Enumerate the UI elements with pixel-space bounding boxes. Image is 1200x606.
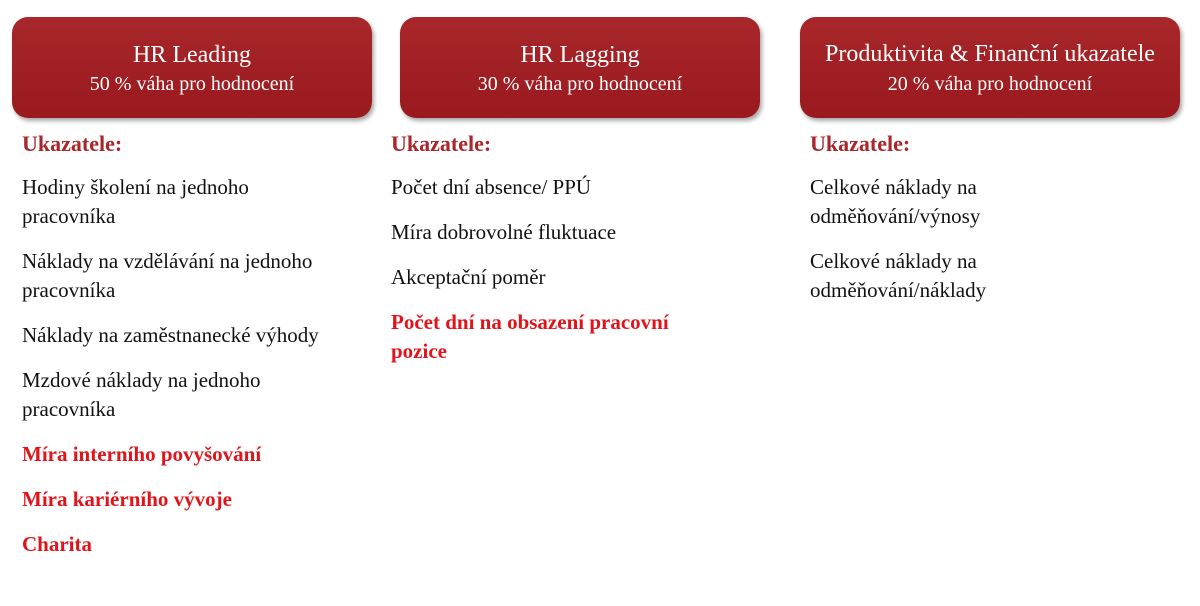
column-weight: 30 % váha pro hodnocení	[477, 72, 683, 95]
list-item-highlight: Počet dní na obsazení pracovní pozice	[391, 310, 669, 363]
indicator-list	[22, 130, 372, 575]
list-heading: Ukazatele:	[391, 131, 492, 156]
column-weight: 50 % váha pro hodnocení	[89, 72, 295, 95]
list-item: Náklady na zaměstnanecké výhody	[22, 323, 319, 347]
list-heading: Ukazatele:	[810, 131, 911, 156]
list-item: Akceptační poměr	[391, 265, 546, 289]
list-item: Náklady na vzdělávání na jednoho pracovníka	[22, 249, 313, 302]
list-item-highlight: Charita	[22, 532, 92, 556]
indicator-list	[810, 130, 1180, 321]
list-item: Hodiny školení na jednoho pracovníka	[22, 175, 249, 228]
list-item-highlight: Míra kariérního vývoje	[22, 487, 232, 511]
list-item: Celkové náklady na odměňování/náklady	[810, 249, 987, 302]
list-item: Celkové náklady na odměňování/výnosy	[810, 175, 981, 228]
list-item: Počet dní absence/ PPÚ	[391, 175, 592, 199]
header-hr-leading	[12, 17, 372, 118]
column-weight: 20 % váha pro hodnocení	[887, 73, 1093, 95]
header-hr-lagging	[400, 17, 760, 118]
list-heading: Ukazatele:	[22, 131, 123, 156]
column-title: HR Leading	[133, 41, 251, 68]
list-item-highlight: Míra interního povyšování	[22, 442, 262, 466]
indicator-list	[391, 130, 760, 382]
list-item: Míra dobrovolné fluktuace	[391, 220, 617, 244]
header-productivity-financial	[800, 17, 1180, 118]
column-title: HR Lagging	[520, 41, 640, 68]
list-item: Mzdové náklady na jednoho pracovníka	[22, 368, 261, 421]
column-title: Produktivita & Finanční ukazatele	[825, 41, 1155, 67]
